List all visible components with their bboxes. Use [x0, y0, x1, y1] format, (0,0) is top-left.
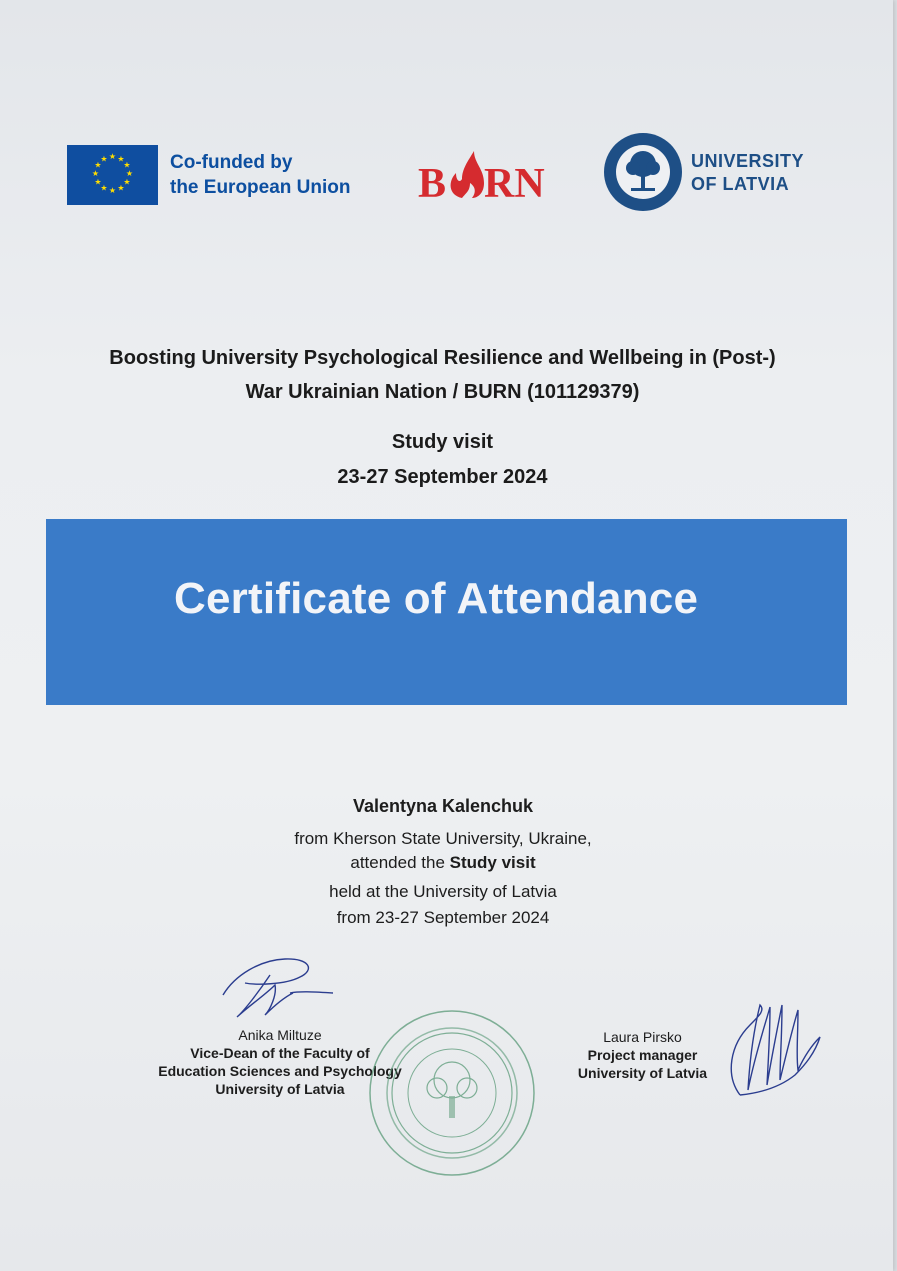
- eu-cofunded-text: [170, 150, 351, 200]
- university-line-2: OF LATVIA: [691, 174, 790, 194]
- signatory-1-role-line-1: Vice-Dean of the Faculty of: [190, 1045, 370, 1061]
- svg-text:★: ★: [94, 160, 102, 170]
- signatory-1-role-line-3: University of Latvia: [215, 1081, 345, 1097]
- eu-line-1: Co-funded by: [170, 152, 293, 173]
- university-line-1: UNIVERSITY: [691, 151, 805, 171]
- dates-line: from 23-27 September 2024: [336, 908, 550, 927]
- attended-event: Study visit: [449, 853, 536, 872]
- svg-text:★: ★: [108, 186, 117, 195]
- held-at-line: held at the University of Latvia: [329, 882, 557, 901]
- svg-text:RN: RN: [484, 161, 545, 207]
- university-name-text: [691, 150, 804, 196]
- attended-prefix: attended the: [350, 853, 450, 872]
- svg-text:★: ★: [100, 154, 108, 164]
- eu-line-2: the European Union: [170, 177, 351, 198]
- svg-text:★: ★: [125, 169, 134, 178]
- svg-text:★: ★: [91, 169, 100, 178]
- university-stamp: [367, 1008, 537, 1178]
- signatory-1-role-line-2: Education Sciences and Psychology: [158, 1063, 402, 1079]
- signatory-2: [560, 1028, 725, 1082]
- svg-text:B: B: [418, 161, 447, 207]
- signatory-2-role-line-2: University of Latvia: [577, 1065, 708, 1081]
- eu-flag-logo: [67, 145, 158, 205]
- university-seal-logo: [603, 132, 683, 212]
- signature-miltuze: [215, 955, 340, 1025]
- svg-text:★: ★: [108, 152, 117, 161]
- svg-text:★: ★: [100, 183, 108, 193]
- recipient-institution: from Kherson State University, Ukraine,: [294, 829, 592, 848]
- burn-logo: [418, 145, 558, 207]
- svg-text:★: ★: [123, 160, 131, 170]
- recipient-name: Valentyna Kalenchuk: [352, 796, 534, 816]
- project-title-line-1: Boosting University Psychological Resilience and Wellbeing in (Post-): [109, 347, 776, 369]
- visit-type: Study visit: [391, 431, 494, 453]
- signature-pirsko: [720, 995, 825, 1105]
- svg-text:★: ★: [117, 154, 125, 164]
- signatory-2-name: Laura Pirsko: [603, 1029, 682, 1045]
- attended-line: [200, 853, 686, 873]
- svg-text:★: ★: [117, 183, 125, 193]
- project-title: [60, 341, 825, 409]
- project-title-line-2: War Ukrainian Nation / BURN (101129379): [245, 381, 640, 403]
- signatory-1-name: Anika Miltuze: [238, 1027, 322, 1043]
- visit-dates: 23-27 September 2024: [337, 466, 548, 488]
- svg-text:★: ★: [123, 177, 131, 187]
- signatory-2-role-line-1: Project manager: [587, 1047, 698, 1063]
- svg-text:★: ★: [94, 177, 102, 187]
- certificate-title: Certificate of Attendance: [174, 574, 699, 623]
